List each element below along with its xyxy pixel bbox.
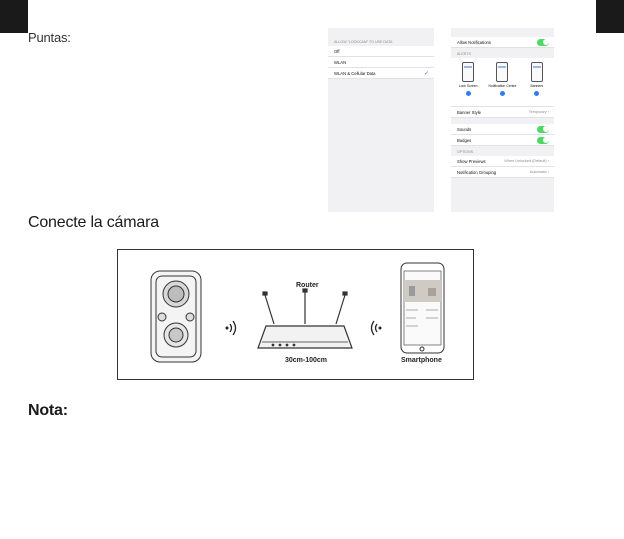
phone-screenshot-notifications [451,28,554,212]
sounds-toggle[interactable] [537,126,549,133]
show-previews-row[interactable] [451,156,554,167]
note-heading: Nota: [28,402,68,419]
sounds-label: Sounds [457,126,472,132]
router-icon [258,289,352,348]
badges-label: Badges [457,137,472,143]
options-section-label: OPTIONS [457,150,474,154]
smartphone-icon [401,263,444,353]
phone-icon [531,62,543,82]
alerts-section-label: ALERTS [457,52,471,56]
allow-notifications-row[interactable] [451,37,554,48]
smartphone-label: Smartphone [401,357,442,364]
alert-item-label: Lock Screen [458,84,478,88]
notification-grouping-row[interactable] [451,167,554,178]
banner-style-label: Banner Style [457,109,481,115]
phone-icon [462,62,474,82]
router-label: Router [296,282,319,289]
data-option-wlan-cellular[interactable] [328,68,434,79]
corner-block-left [0,0,28,33]
connect-camera-heading: Conecte la cámara [28,214,159,231]
chevron-right-icon: › [547,159,549,163]
phone-icon [496,62,508,82]
selected-check-icon [534,91,539,96]
wifi-signal-icon [372,321,382,335]
selected-check-icon [466,91,471,96]
show-previews-label: Show Previews [457,158,486,164]
alert-item-label: Notification Centre [488,84,517,88]
notification-grouping-label: Notification Grouping [457,169,497,175]
data-option-wlan[interactable] [328,57,434,68]
data-option-label: WLAN [334,59,347,65]
alert-lock-screen[interactable] [453,62,483,96]
show-previews-value: When Unlocked (Default) [504,159,547,163]
alert-notification-centre[interactable] [487,62,517,96]
distance-label: 30cm-100cm [285,357,328,364]
banner-style-row[interactable] [451,107,554,118]
tips-heading: Puntas: [28,30,71,45]
sounds-row[interactable] [451,124,554,135]
alert-banners[interactable] [522,62,552,96]
notification-grouping-value: Automatic [529,170,547,174]
phone-screenshot-data-usage [328,28,434,212]
banner-style-value: Temporary [528,110,547,114]
badges-toggle[interactable] [537,137,549,144]
chevron-right-icon: › [547,110,549,114]
alert-item-label: Banners [530,84,544,88]
data-section-label: ALLOW "LOOKCAM" TO USE DATA [334,40,393,44]
corner-block-right [596,0,624,33]
chevron-right-icon: › [547,170,549,174]
selected-check-icon [500,91,505,96]
badges-row[interactable] [451,135,554,146]
camera-icon [151,271,201,362]
allow-notifications-label: Allow Notifications [457,39,491,45]
data-option-off[interactable] [328,46,434,57]
checkmark-icon: ✓ [423,70,429,77]
data-option-label: Off [334,48,340,54]
data-option-label: WLAN & Cellular Data [334,70,376,76]
allow-notifications-toggle[interactable] [537,39,549,46]
wifi-signal-icon [226,321,236,335]
alert-styles [451,58,554,107]
